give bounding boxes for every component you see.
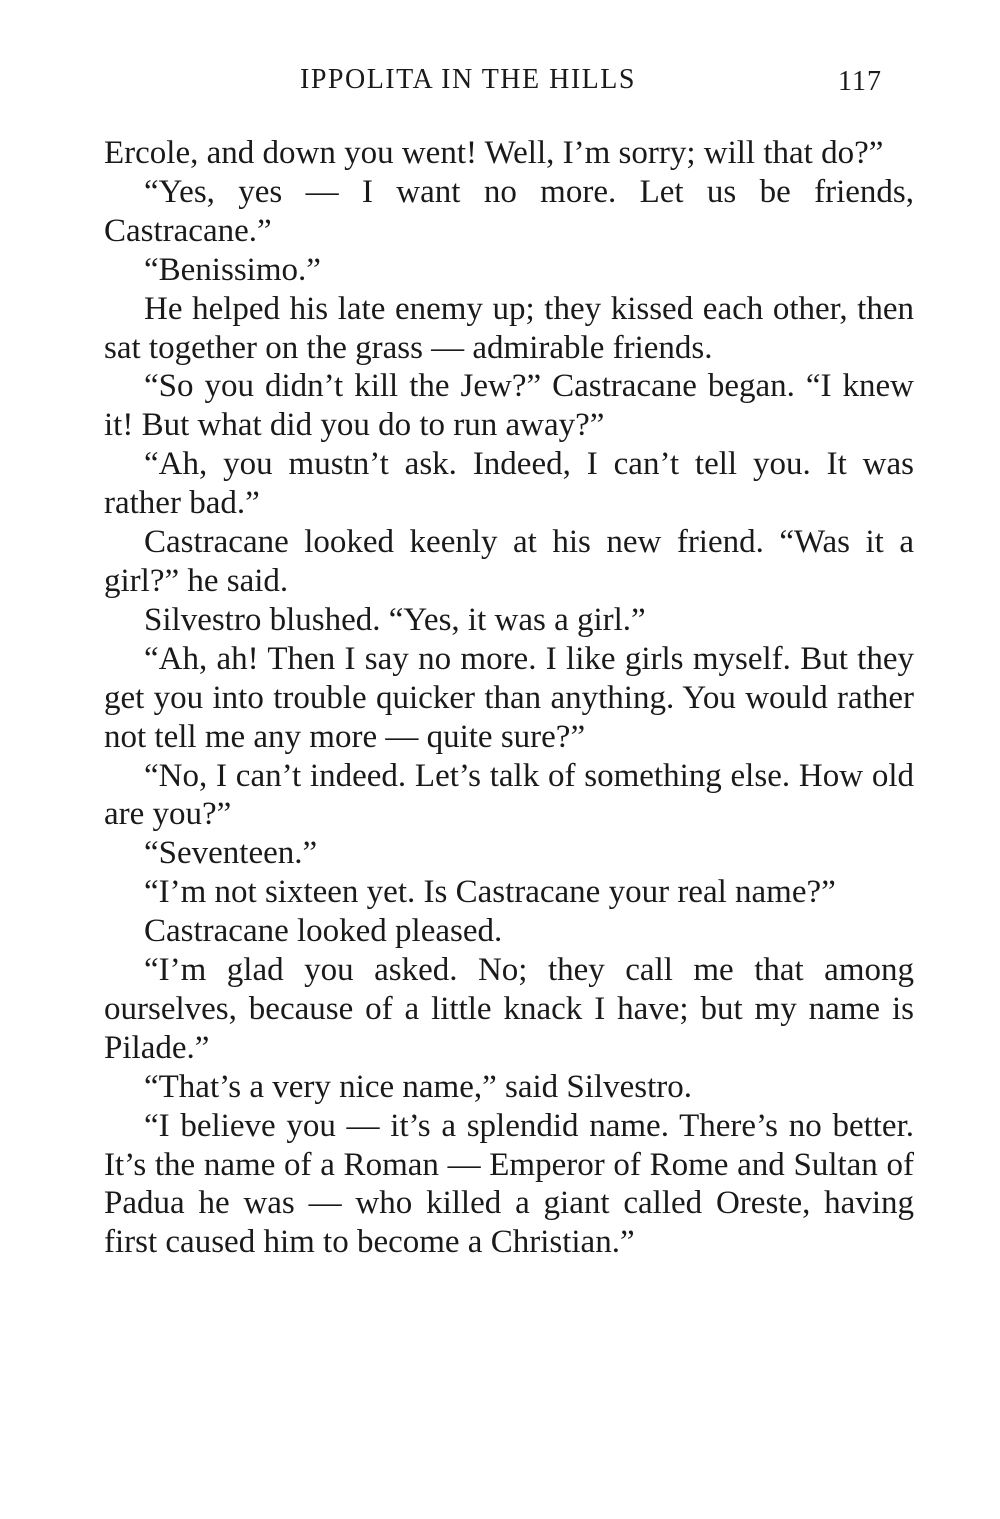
paragraph: “I’m not sixteen yet. Is Castracane your real name?”	[144, 874, 836, 911]
paragraph: “Benissimo.”	[144, 251, 321, 288]
body-text	[104, 134, 914, 1262]
paragraph: “Yes, yes — I want no more. Let us be friends, Castracane.”	[104, 173, 914, 249]
page-number: 117	[838, 66, 882, 97]
paragraph: Ercole, and down you went! Well, I’m sorry; will that do?”	[104, 135, 884, 171]
paragraph: “So you didn’t kill the Jew?” Castracane began. “I knew it! But what did you do to run away?”	[104, 368, 914, 444]
paragraph: “Ah, you mustn’t ask. Indeed, I can’t tell you. It was rather bad.”	[104, 446, 914, 522]
paragraph: “No, I can’t indeed. Let’s talk of something else. How old are you?”	[104, 757, 914, 833]
paragraph: “I’m glad you asked. No; they call me that among ourselves, because of a little knack I have; but my name is Pilade.”	[104, 952, 914, 1066]
paragraph: Silvestro blushed. “Yes, it was a girl.”	[144, 601, 646, 638]
paragraph: “I believe you — it’s a splendid name. There’s no better. It’s the name of a Roman — Emperor of Rome and Sultan of Padua he was — who killed a giant called Oreste, having first caused him to become a Christian.”	[104, 1107, 914, 1261]
paragraph: “That’s a very nice name,” said Silvestro.	[144, 1068, 692, 1105]
running-title: IPPOLITA IN THE HILLS	[300, 64, 636, 95]
paragraph: Castracane looked pleased.	[144, 913, 503, 950]
paragraph: “Seventeen.”	[144, 835, 318, 872]
paragraph: “Ah, ah! Then I say no more. I like girls myself. But they get you into trouble quicker than anything. You would rather not tell me any more — quite sure?”	[104, 640, 914, 755]
paragraph: He helped his late enemy up; they kissed each other, then sat together on the grass — admirable friends.	[104, 290, 914, 366]
paragraph: Castracane looked keenly at his new friend. “Was it a girl?” he said.	[104, 524, 914, 599]
